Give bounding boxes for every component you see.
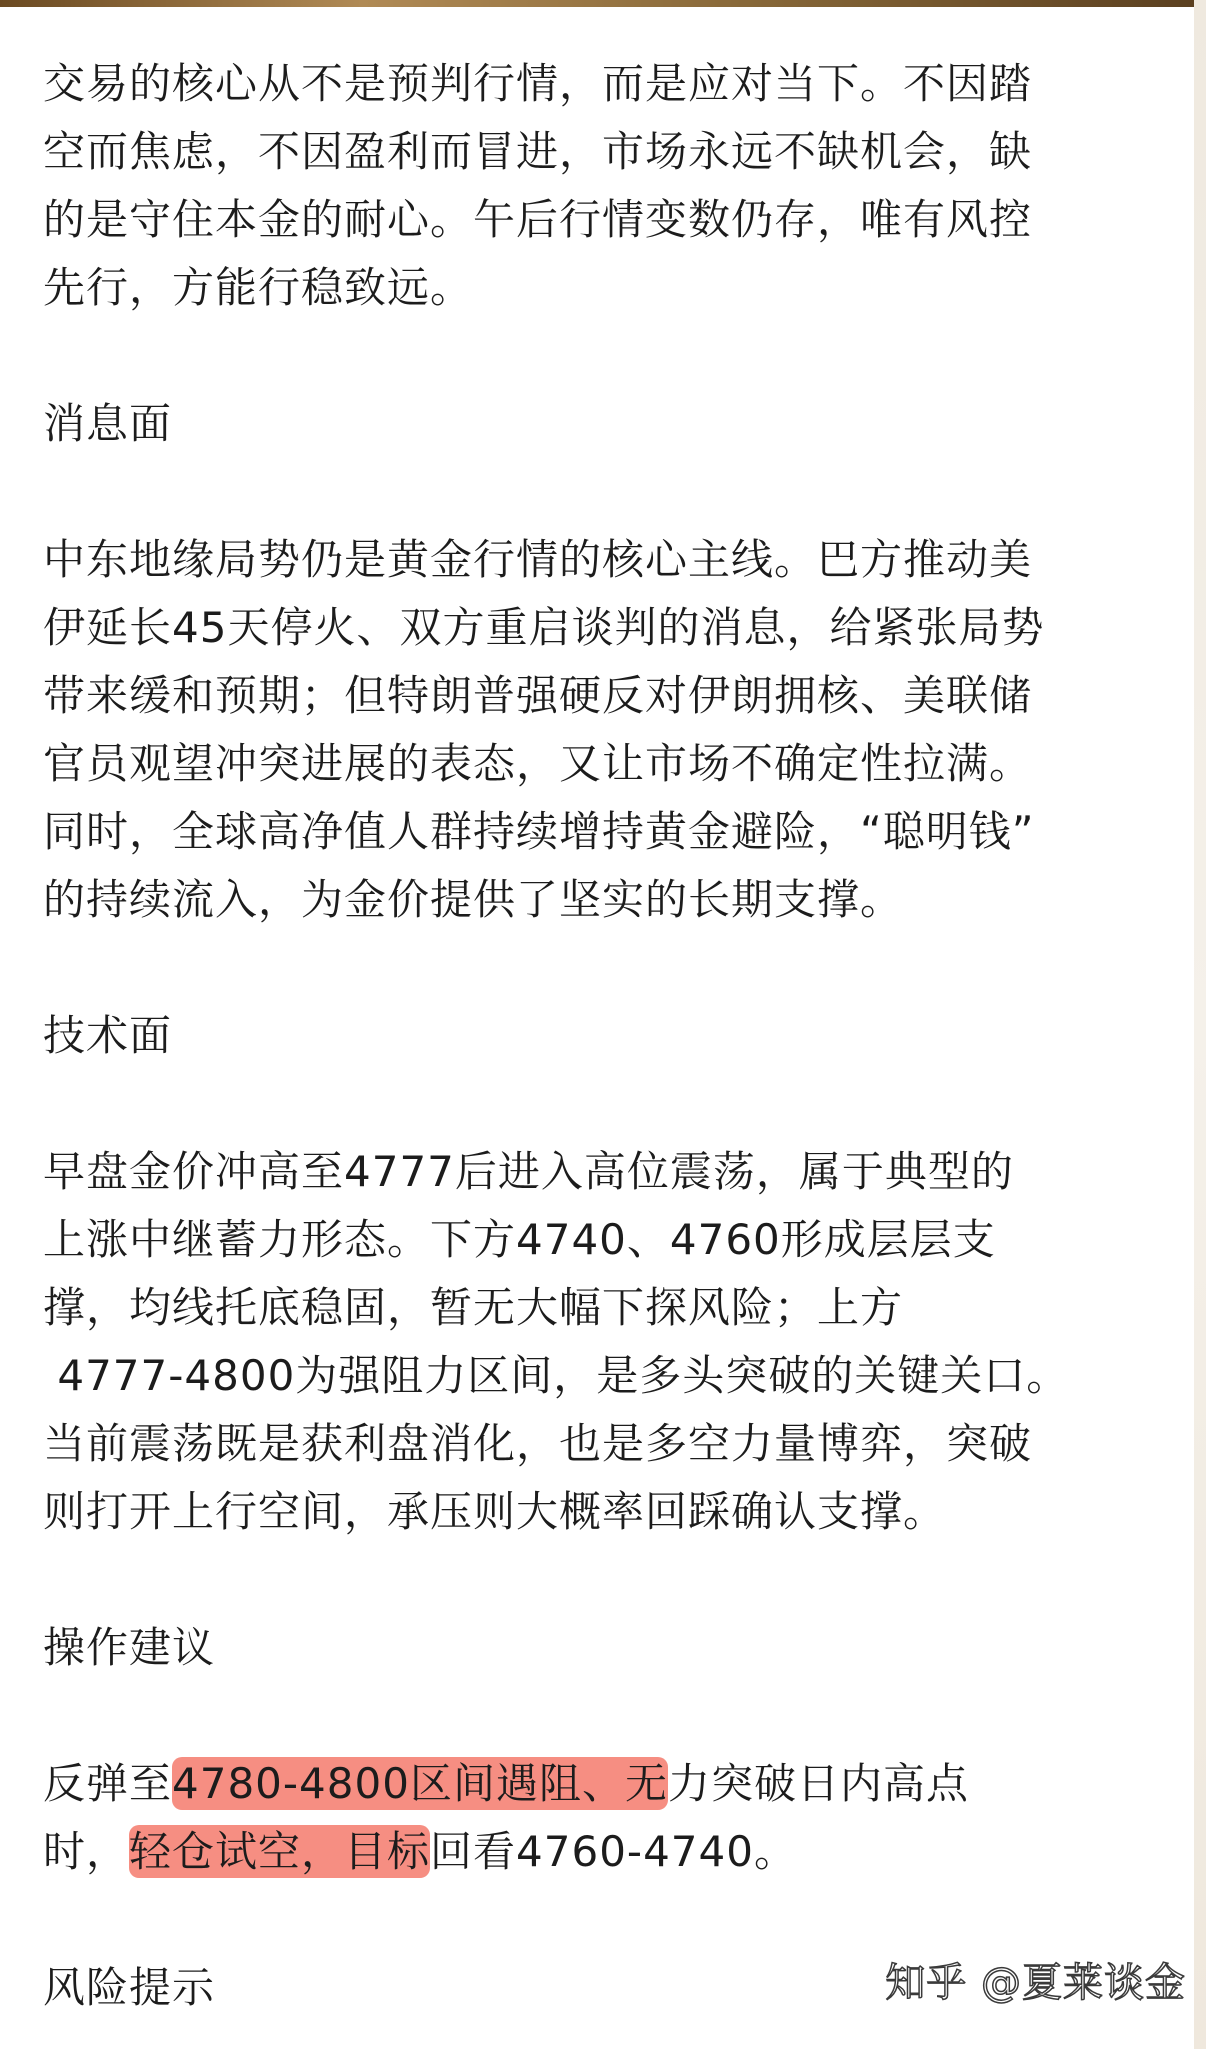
- text-line: [43, 1818, 1168, 1886]
- text-line: 的是守住本金的耐心。午后行情变数仍存，唯有风控: [43, 195, 1033, 244]
- text-line: [43, 1750, 1168, 1818]
- text-line: 带来缓和预期；但特朗普强硬反对伊朗拥核、美联储: [43, 671, 1033, 720]
- text-line: 的持续流入，为金价提供了坚实的长期支撑。: [43, 875, 904, 924]
- advice-text: 时，: [43, 1827, 130, 1876]
- advice-text: 回看4760-4740。: [430, 1827, 797, 1876]
- advice-heading: 操作建议: [43, 1623, 216, 1672]
- top-border: [0, 0, 1206, 7]
- risk-heading: 风险提示: [43, 1963, 216, 2012]
- advice-text: 力突破日内高点: [667, 1759, 969, 1808]
- intro-paragraph: [43, 50, 1168, 322]
- text-line: 早盘金价冲高至4777后进入高位震荡，属于典型的: [43, 1147, 1014, 1196]
- watermark: 知乎 @夏莱谈金: [885, 1960, 1186, 2006]
- text-line: 则打开上行空间，承压则大概率回踩确认支撑。: [43, 1487, 947, 1536]
- text-line: 上涨中继蓄力形态。下方4740、4760形成层层支: [43, 1215, 996, 1264]
- highlighted-text: 4780-4800区间遇阻、无: [172, 1759, 668, 1808]
- text-line: 4777-4800为强阻力区间，是多头突破的关键关口。: [43, 1351, 1070, 1400]
- text-line: 先行，方能行稳致远。: [43, 263, 474, 312]
- article-body: [43, 50, 1168, 2022]
- text-line: 当前震荡既是获利盘消化，也是多空力量博弈，突破: [43, 1419, 1033, 1468]
- technical-heading: 技术面: [43, 1011, 173, 1060]
- text-line: 官员观望冲突进展的表态，又让市场不确定性拉满。: [43, 739, 1033, 788]
- text-line: 中东地缘局势仍是黄金行情的核心主线。巴方推动美: [43, 535, 1033, 584]
- text-line: 空而焦虑，不因盈利而冒进，市场永远不缺机会，缺: [43, 127, 1033, 176]
- text-line: 伊延长45天停火、双方重启谈判的消息，给紧张局势: [43, 603, 1045, 652]
- advice-paragraph: [43, 1750, 1168, 1886]
- technical-paragraph: [43, 1138, 1168, 1546]
- text-line: 撑，均线托底稳固，暂无大幅下探风险；上方: [43, 1283, 904, 1332]
- news-paragraph: [43, 526, 1168, 934]
- text-line: 同时，全球高净值人群持续增持黄金避险，“聪明钱”: [43, 807, 1035, 856]
- text-line: 交易的核心从不是预判行情，而是应对当下。不因踏: [43, 59, 1033, 108]
- news-heading: 消息面: [43, 399, 173, 448]
- right-edge: [1194, 0, 1206, 2049]
- advice-text: 反弹至: [43, 1759, 173, 1808]
- highlighted-text: 轻仓试空，目标: [129, 1827, 431, 1876]
